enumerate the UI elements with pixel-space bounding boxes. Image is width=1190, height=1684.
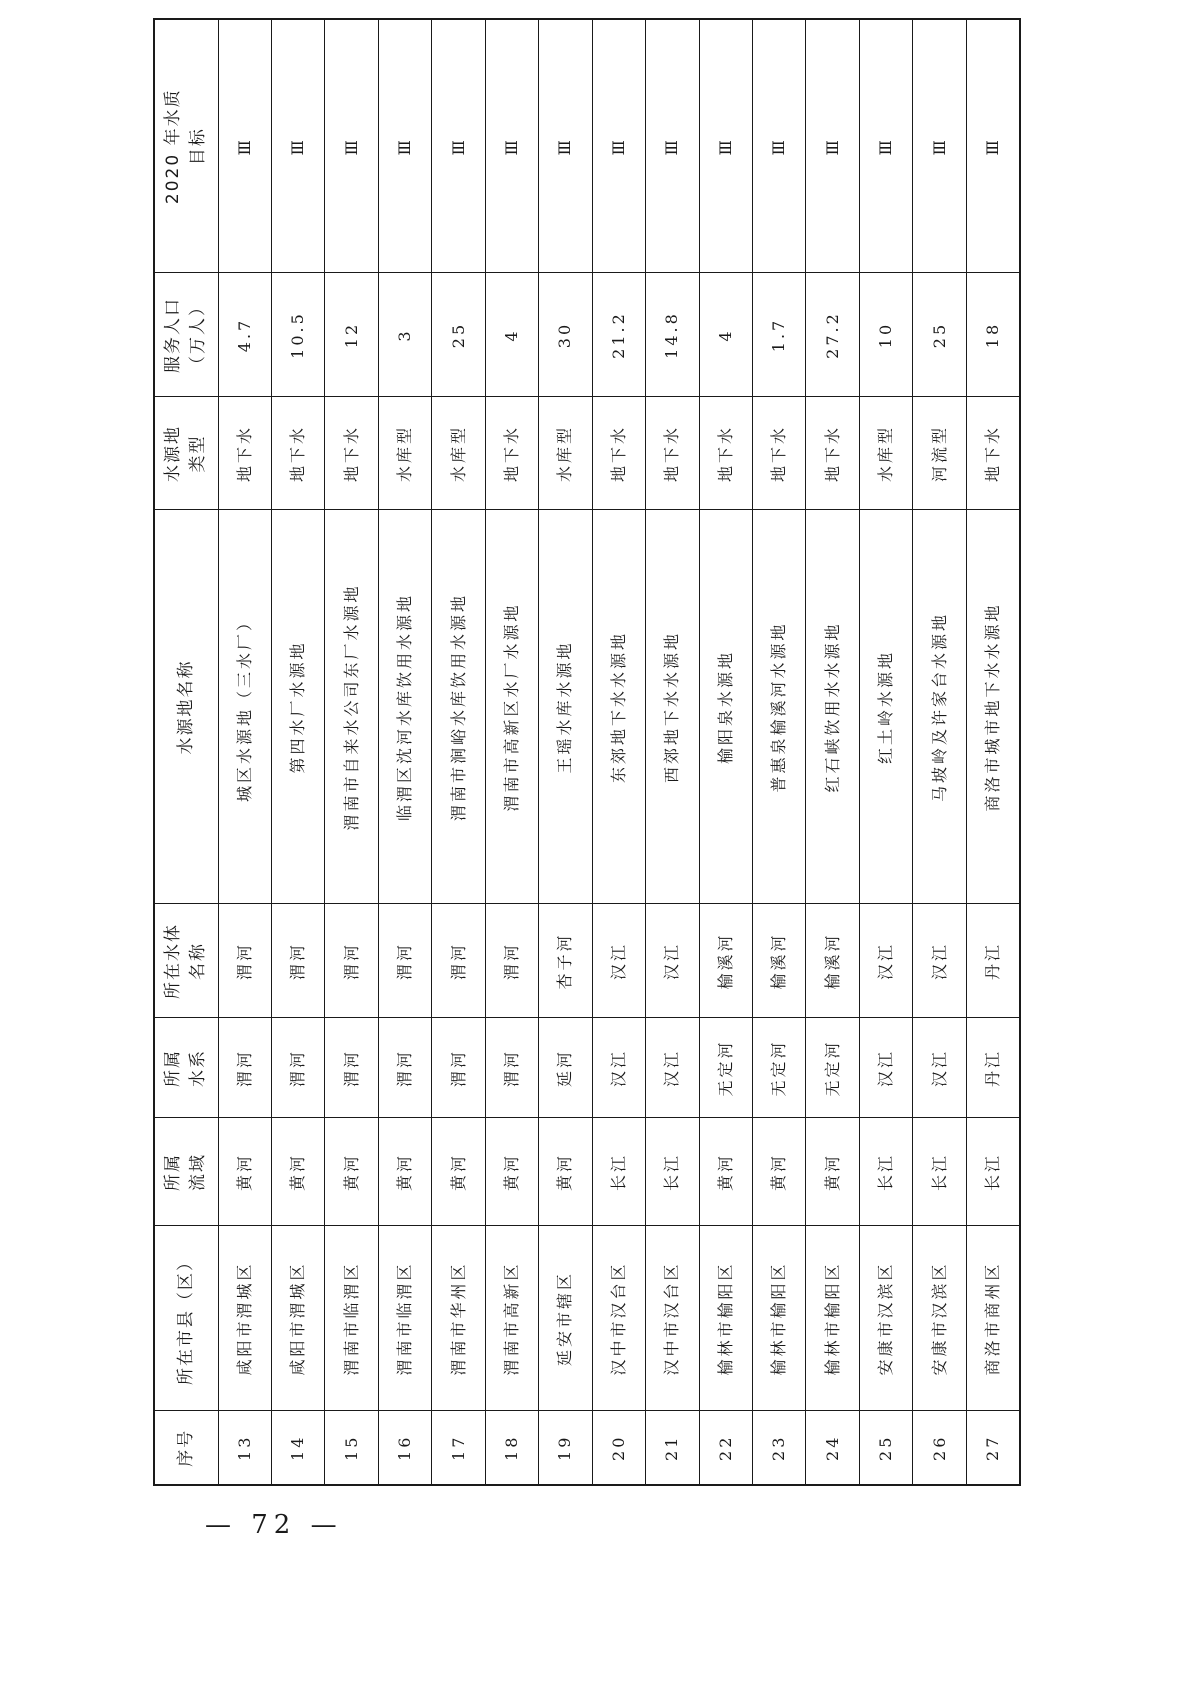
source-type-cell: 地下水 xyxy=(806,397,859,510)
header-cell: 序号 xyxy=(154,1411,218,1485)
table-row xyxy=(859,19,912,1485)
water-body-cell: 榆溪河 xyxy=(699,904,752,1018)
population-cell: 12 xyxy=(325,273,378,397)
basin-cell: 黄河 xyxy=(699,1118,752,1226)
row-number: 27 xyxy=(966,1411,1020,1485)
water-body-cell: 渭河 xyxy=(378,904,431,1018)
table-row xyxy=(646,19,699,1485)
water-body-cell: 丹江 xyxy=(966,904,1020,1018)
quality-target-cell: Ⅲ xyxy=(699,19,752,273)
water-body-cell: 渭河 xyxy=(271,904,324,1018)
source-type-cell: 地下水 xyxy=(485,397,538,510)
quality-target-cell: Ⅲ xyxy=(218,19,271,273)
header-cell: 所在市县（区） xyxy=(154,1226,218,1411)
page-number: — 72 — xyxy=(205,1510,343,1540)
population-cell: 10 xyxy=(859,273,912,397)
row-number: 20 xyxy=(592,1411,645,1485)
water-body-cell: 榆溪河 xyxy=(753,904,806,1018)
source-name-cell: 渭南市自来水公司东厂水源地 xyxy=(325,510,378,904)
river-system-cell: 渭河 xyxy=(432,1018,485,1118)
source-name-cell: 东郊地下水水源地 xyxy=(592,510,645,904)
basin-cell: 黄河 xyxy=(539,1118,592,1226)
source-type-cell: 水库型 xyxy=(378,397,431,510)
water-body-cell: 汉江 xyxy=(646,904,699,1018)
county-cell: 咸阳市渭城区 xyxy=(271,1226,324,1411)
water-body-cell: 渭河 xyxy=(218,904,271,1018)
source-type-cell: 水库型 xyxy=(539,397,592,510)
source-type-cell: 地下水 xyxy=(699,397,752,510)
river-system-cell: 汉江 xyxy=(646,1018,699,1118)
basin-cell: 黄河 xyxy=(485,1118,538,1226)
county-cell: 汉中市汉台区 xyxy=(592,1226,645,1411)
county-cell: 榆林市榆阳区 xyxy=(753,1226,806,1411)
river-system-cell: 渭河 xyxy=(378,1018,431,1118)
header-cell: 水源地名称 xyxy=(154,510,218,904)
basin-cell: 长江 xyxy=(913,1118,966,1226)
header-cell: 服务人口 （万人） xyxy=(154,273,218,397)
quality-target-cell: Ⅲ xyxy=(539,19,592,273)
basin-cell: 黄河 xyxy=(806,1118,859,1226)
source-type-cell: 水库型 xyxy=(432,397,485,510)
table-row xyxy=(218,19,271,1485)
basin-cell: 黄河 xyxy=(378,1118,431,1226)
quality-target-cell: Ⅲ xyxy=(432,19,485,273)
population-cell: 10.5 xyxy=(271,273,324,397)
quality-target-cell: Ⅲ xyxy=(966,19,1020,273)
river-system-cell: 渭河 xyxy=(325,1018,378,1118)
river-system-cell: 汉江 xyxy=(859,1018,912,1118)
header-cell: 所属 水系 xyxy=(154,1018,218,1118)
source-name-cell: 渭南市涧峪水库饮用水源地 xyxy=(432,510,485,904)
population-cell: 14.8 xyxy=(646,273,699,397)
table-row xyxy=(378,19,431,1485)
source-name-cell: 临渭区沈河水库饮用水源地 xyxy=(378,510,431,904)
county-cell: 渭南市临渭区 xyxy=(325,1226,378,1411)
table-row xyxy=(325,19,378,1485)
row-number: 21 xyxy=(646,1411,699,1485)
header-cell: 所在水体 名称 xyxy=(154,904,218,1018)
source-name-cell: 红土岭水源地 xyxy=(859,510,912,904)
basin-cell: 长江 xyxy=(966,1118,1020,1226)
table-row xyxy=(913,19,966,1485)
quality-target-cell: Ⅲ xyxy=(271,19,324,273)
population-cell: 4 xyxy=(699,273,752,397)
population-cell: 1.7 xyxy=(753,273,806,397)
basin-cell: 长江 xyxy=(859,1118,912,1226)
basin-cell: 长江 xyxy=(646,1118,699,1226)
quality-target-cell: Ⅲ xyxy=(913,19,966,273)
source-type-cell: 地下水 xyxy=(271,397,324,510)
header-cell: 水源地 类型 xyxy=(154,397,218,510)
water-body-cell: 杏子河 xyxy=(539,904,592,1018)
river-system-cell: 丹江 xyxy=(966,1018,1020,1118)
county-cell: 咸阳市渭城区 xyxy=(218,1226,271,1411)
population-cell: 18 xyxy=(966,273,1020,397)
source-type-cell: 地下水 xyxy=(753,397,806,510)
source-type-cell: 地下水 xyxy=(325,397,378,510)
water-body-cell: 渭河 xyxy=(325,904,378,1018)
header-cell: 2020 年水质 目标 xyxy=(154,19,218,273)
row-number: 18 xyxy=(485,1411,538,1485)
quality-target-cell: Ⅲ xyxy=(753,19,806,273)
row-number: 26 xyxy=(913,1411,966,1485)
row-number: 24 xyxy=(806,1411,859,1485)
source-type-cell: 地下水 xyxy=(646,397,699,510)
source-name-cell: 西郊地下水水源地 xyxy=(646,510,699,904)
source-type-cell: 地下水 xyxy=(218,397,271,510)
quality-target-cell: Ⅲ xyxy=(592,19,645,273)
basin-cell: 黄河 xyxy=(325,1118,378,1226)
county-cell: 延安市辖区 xyxy=(539,1226,592,1411)
river-system-cell: 渭河 xyxy=(218,1018,271,1118)
row-number: 25 xyxy=(859,1411,912,1485)
water-body-cell: 汉江 xyxy=(592,904,645,1018)
water-body-cell: 渭河 xyxy=(432,904,485,1018)
basin-cell: 黄河 xyxy=(271,1118,324,1226)
quality-target-cell: Ⅲ xyxy=(325,19,378,273)
source-name-cell: 城区水源地（三水厂） xyxy=(218,510,271,904)
source-name-cell: 渭南市高新区水厂水源地 xyxy=(485,510,538,904)
quality-target-cell: Ⅲ xyxy=(806,19,859,273)
quality-target-cell: Ⅲ xyxy=(485,19,538,273)
source-name-cell: 王瑶水库水源地 xyxy=(539,510,592,904)
quality-target-cell: Ⅲ xyxy=(859,19,912,273)
header-row xyxy=(154,19,218,1485)
row-number: 13 xyxy=(218,1411,271,1485)
population-cell: 3 xyxy=(378,273,431,397)
basin-cell: 黄河 xyxy=(753,1118,806,1226)
table-row xyxy=(539,19,592,1485)
population-cell: 4.7 xyxy=(218,273,271,397)
river-system-cell: 无定河 xyxy=(753,1018,806,1118)
river-system-cell: 无定河 xyxy=(806,1018,859,1118)
row-number: 15 xyxy=(325,1411,378,1485)
table-row xyxy=(699,19,752,1485)
row-number: 16 xyxy=(378,1411,431,1485)
river-system-cell: 渭河 xyxy=(271,1018,324,1118)
basin-cell: 黄河 xyxy=(432,1118,485,1226)
source-name-cell: 红石峡饮用水水源地 xyxy=(806,510,859,904)
table-row xyxy=(432,19,485,1485)
population-cell: 21.2 xyxy=(592,273,645,397)
county-cell: 渭南市临渭区 xyxy=(378,1226,431,1411)
table-row xyxy=(806,19,859,1485)
county-cell: 榆林市榆阳区 xyxy=(699,1226,752,1411)
table-row xyxy=(753,19,806,1485)
source-name-cell: 商洛市城市地下水水源地 xyxy=(966,510,1020,904)
river-system-cell: 汉江 xyxy=(913,1018,966,1118)
rotated-table-container xyxy=(153,20,1021,1486)
county-cell: 榆林市榆阳区 xyxy=(806,1226,859,1411)
quality-target-cell: Ⅲ xyxy=(378,19,431,273)
county-cell: 安康市汉滨区 xyxy=(859,1226,912,1411)
population-cell: 27.2 xyxy=(806,273,859,397)
basin-cell: 黄河 xyxy=(218,1118,271,1226)
source-type-cell: 地下水 xyxy=(966,397,1020,510)
source-name-cell: 马坡岭及许家台水源地 xyxy=(913,510,966,904)
water-body-cell: 渭河 xyxy=(485,904,538,1018)
population-cell: 25 xyxy=(432,273,485,397)
source-name-cell: 第四水厂水源地 xyxy=(271,510,324,904)
row-number: 19 xyxy=(539,1411,592,1485)
county-cell: 商洛市商州区 xyxy=(966,1226,1020,1411)
county-cell: 安康市汉滨区 xyxy=(913,1226,966,1411)
source-type-cell: 地下水 xyxy=(592,397,645,510)
quality-target-cell: Ⅲ xyxy=(646,19,699,273)
population-cell: 30 xyxy=(539,273,592,397)
source-name-cell: 普惠泉榆溪河水源地 xyxy=(753,510,806,904)
river-system-cell: 渭河 xyxy=(485,1018,538,1118)
river-system-cell: 延河 xyxy=(539,1018,592,1118)
table-row xyxy=(592,19,645,1485)
row-number: 17 xyxy=(432,1411,485,1485)
row-number: 22 xyxy=(699,1411,752,1485)
source-type-cell: 水库型 xyxy=(859,397,912,510)
population-cell: 25 xyxy=(913,273,966,397)
basin-cell: 长江 xyxy=(592,1118,645,1226)
row-number: 14 xyxy=(271,1411,324,1485)
water-source-table xyxy=(153,18,1021,1486)
water-body-cell: 汉江 xyxy=(913,904,966,1018)
population-cell: 4 xyxy=(485,273,538,397)
row-number: 23 xyxy=(753,1411,806,1485)
county-cell: 渭南市高新区 xyxy=(485,1226,538,1411)
water-body-cell: 榆溪河 xyxy=(806,904,859,1018)
source-type-cell: 河流型 xyxy=(913,397,966,510)
river-system-cell: 汉江 xyxy=(592,1018,645,1118)
water-body-cell: 汉江 xyxy=(859,904,912,1018)
county-cell: 汉中市汉台区 xyxy=(646,1226,699,1411)
header-cell: 所属 流域 xyxy=(154,1118,218,1226)
table-row xyxy=(966,19,1020,1485)
table-row xyxy=(485,19,538,1485)
river-system-cell: 无定河 xyxy=(699,1018,752,1118)
table-row xyxy=(271,19,324,1485)
county-cell: 渭南市华州区 xyxy=(432,1226,485,1411)
source-name-cell: 榆阳泉水源地 xyxy=(699,510,752,904)
